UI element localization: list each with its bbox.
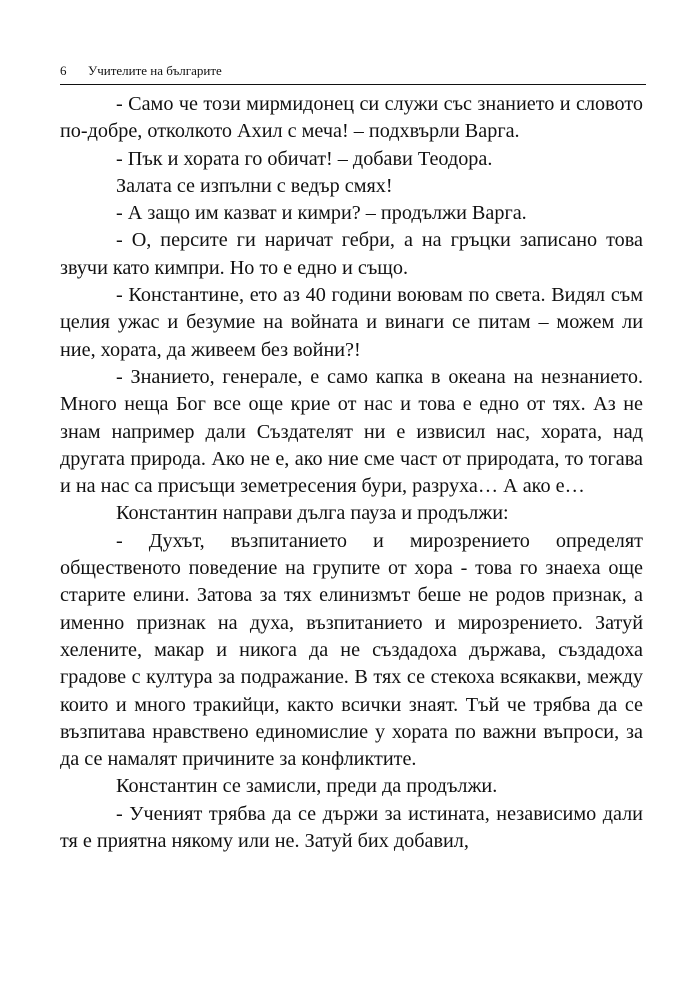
paragraph: - О, персите ги наричат гебри, а на гръцки записано това звучи като кимпри. Но то е едно и също.: [60, 229, 643, 279]
paragraph: - Знанието, генерале, е само капка в океана на незнанието. Много неща Бог все още крие от нас и това е едно от тях. Аз не знам например дали Създателят ни е извисил нас, хората, над другата природа. Ако не е, ако ние сме част от природата, то тогава и на нас са присъщи земетресения бури, разруха… А ако е…: [60, 365, 643, 498]
running-title: Учителите на българите: [88, 63, 222, 78]
paragraph: - Ученият трябва да се държи за истината, независимо дали тя е приятна някому или не. Затуй бих добавил,: [60, 802, 643, 853]
paragraph: - А защо им казват и кимри? – продължи Варга.: [116, 202, 527, 225]
page-header: [60, 60, 646, 82]
body-text: [60, 91, 643, 855]
paragraph: Залата се изпълни с ведър смях!: [116, 174, 393, 197]
page-number: 6: [60, 63, 67, 78]
paragraph: - Само че този мирмидонец си служи със знанието и словото по-добре, отколкото Ахил с меча! – подхвърли Варга.: [60, 93, 643, 143]
paragraph: Константин направи дълга пауза и продължи:: [116, 502, 509, 525]
paragraph: Константин се замисли, преди да продължи.: [116, 775, 498, 798]
header-rule: [60, 84, 646, 85]
paragraph: - Пък и хората го обичат! – добави Теодора.: [116, 147, 493, 170]
paragraph: - Духът, възпитанието и мирозрението определят общественото поведение на групите от хора - това го знаеха още старите елини. Затова за тях елинизмът беше не родов признак, а именно признак на духа, възпитанието и мирозрението. Затуй хелените, макар и никога да не създадоха държава, създадоха градове с култура за подражание. В тях се стекоха всякакви, между които и много тракийци, както всички знаят. Тъй че трябва да се възпитава нравствено единомислие у хората по важни въпроси, за да се намалят причините за конфликтите.: [60, 529, 643, 771]
paragraph: - Константине, ето аз 40 години воювам по света. Видял съм целия ужас и безумие на войната и винаги се питам – можем ли ние, хората, да живеем без войни?!: [60, 284, 643, 361]
